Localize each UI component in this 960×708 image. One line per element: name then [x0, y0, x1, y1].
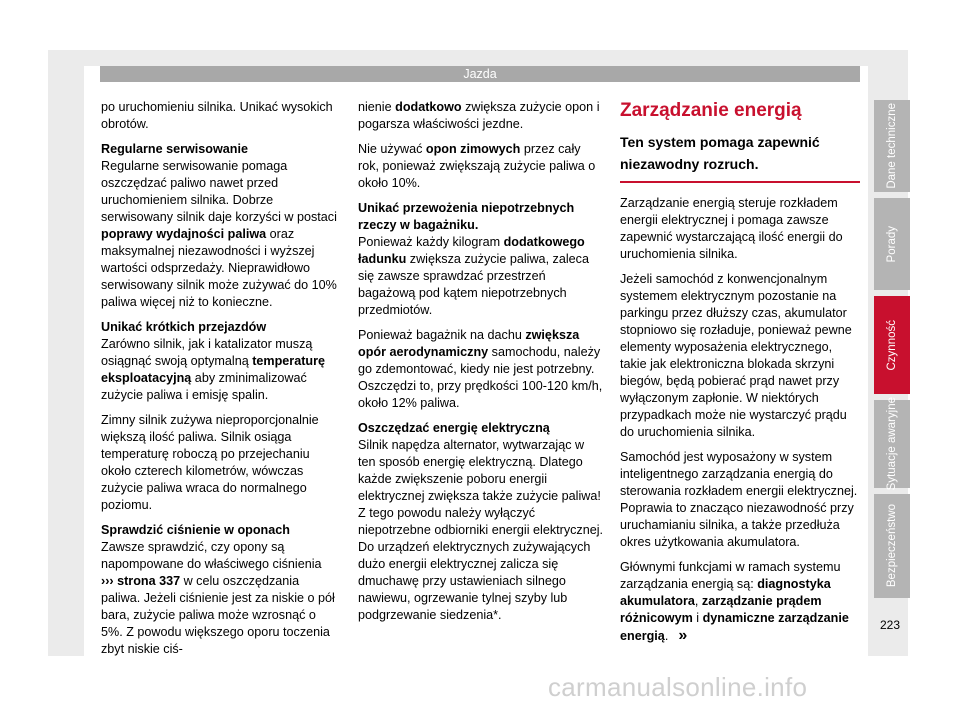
text: samochodu, należy go zdemontować, kiedy nie jest potrzebny. Oszczędzi to, przy prędkości 100-120 km/h, około 12% paliwa.	[358, 345, 603, 410]
text: .	[664, 629, 669, 643]
text: zwiększa zużycie paliwa, zaleca się zawsze sprawdzać przestrzeń bagażową pod kątem niepotrzebnych przedmiotów.	[358, 252, 589, 317]
watermark: carmanualsonline.info	[548, 672, 808, 702]
paragraph	[358, 234, 604, 319]
page-reference-link[interactable]: strona 337	[113, 574, 181, 588]
paragraph: Jeżeli samochód z konwencjonalnym systemem elektrycznym pozostanie na parkingu przez dłuższy czas, akumulator stopniowo się rozładuje, ponieważ pewne elementy wyposażenia elektrycznego, takie jak elektroniczna blokada skrzyni biegów, będą pobierać prąd nawet przy wyłączonym zapłonie. W niektórych przypadkach może nie wystarczyć prądu do uruchomienia silnika.	[620, 272, 852, 439]
tab-emergencies[interactable]	[874, 397, 910, 491]
column-2	[358, 99, 604, 632]
bold-text: dodatkowego ładunku	[358, 235, 585, 266]
paragraph	[620, 559, 860, 645]
text: Regularne serwisowanie pomaga oszczędzać paliwo nawet przed uruchomieniem silnika. Dobrze serwisowany silnik daje korzyści w postaci	[101, 159, 337, 224]
tab-label: Czynność	[886, 319, 898, 371]
heading-short-trips: Unikać krótkich przejazdów	[101, 320, 267, 334]
chapter-header: Jazda	[100, 66, 860, 82]
paragraph: Zarządzanie energią steruje rozkładem energii elektrycznej i pomaga zawsze zapewnić wystarczającą ilość energii do uruchomienia silnika.	[620, 196, 843, 261]
text: oraz maksymalnej niezawodności i wyższej wartości odsprzedaży. Nieprawidłowo serwisowany silnik może zużywać do 10% paliwa więcej niż to konieczne.	[101, 227, 337, 309]
cross-reference-arrow-icon: ›››	[101, 574, 114, 588]
text: w celu oszczędzania paliwa. Jeżeli ciśnienie jest za niskie o pół bara, zużycie paliwa może wzrosnąć o 5%. Z powodu większego oporu toczenia zbyt niskie ciś-	[101, 574, 335, 656]
text: Głównymi funkcjami w ramach systemu zarządzania energią są:	[620, 560, 841, 591]
text: ,	[694, 594, 702, 608]
heading-tire-pressure: Sprawdzić ciśnienie w oponach	[101, 523, 290, 537]
tab-safety[interactable]	[874, 494, 910, 598]
paragraph: Samochód jest wyposażony w system inteligentnego zarządzania energią do sterowania rozkładem energii elektrycznej. Poprawia to znacząco niezawodność przy uruchamianiu silnika, a także przedłuża okres użytkowania akumulatora.	[620, 450, 858, 549]
text: Ponieważ bagażnik na dachu	[358, 328, 526, 342]
tab-technical-data[interactable]	[874, 100, 910, 192]
bold-text: zarządzanie prądem różnicowym	[620, 594, 822, 625]
text: aby zminimalizować zużycie paliwa i emisję spalin.	[101, 371, 307, 402]
text: nienie	[358, 100, 396, 114]
page-number: 223	[879, 618, 900, 632]
paragraph	[101, 539, 337, 658]
text: Zawsze sprawdzić, czy opony są napompowane do właściwego ciśnienia	[101, 540, 322, 571]
paragraph: Zimny silnik zużywa nieproporcjonalnie większą ilość paliwa. Silnik osiąga temperaturę roboczą po przejechaniu około czterech kilometrów, wówczas zużycie paliwa wraca do normalnego poziomu.	[101, 413, 319, 512]
bold-text: poprawy wydajności paliwa	[101, 227, 267, 241]
heading-luggage: Unikać przewożenia niepotrzebnych rzeczy w bagażniku.	[358, 201, 575, 232]
paragraph	[358, 141, 604, 192]
heading-regular-service: Regularne serwisowanie	[101, 142, 248, 156]
paragraph	[358, 99, 604, 133]
tab-tips[interactable]	[874, 198, 910, 290]
text: Ponieważ każdy kilogram	[358, 235, 504, 249]
heading-save-electricity: Oszczędzać energię elektryczną	[358, 421, 550, 435]
text: Zarówno silnik, jak i katalizator muszą osiągnąć swoją optymalną	[101, 337, 313, 368]
tab-label: Bezpieczeństwo	[886, 504, 898, 588]
paragraph	[101, 158, 337, 311]
bold-text: dynamiczne zarządzanie energią	[620, 611, 849, 643]
tab-label: Sytuacje awaryjne	[886, 397, 898, 491]
paragraph: po uruchomieniu silnika. Unikać wysokich obrotów.	[101, 100, 333, 131]
bold-text: zwiększa opór aerodynamiczny	[358, 328, 580, 359]
bold-text: dodatkowo	[395, 100, 462, 114]
text: i	[692, 611, 703, 625]
tab-operation[interactable]	[874, 296, 910, 394]
tab-label: Dane techniczne	[886, 103, 898, 189]
text: przez cały rok, ponieważ zwiększają zużycie paliwa o około 10%.	[358, 142, 596, 190]
column-3	[620, 99, 860, 653]
bold-text: temperaturę eksploatacyjną	[101, 354, 326, 385]
column-1	[101, 99, 337, 666]
text: zwiększa zużycie opon i pogarsza właściwości jezdne.	[358, 100, 600, 131]
continue-arrow-icon: »	[678, 627, 688, 644]
paragraph	[358, 327, 604, 412]
section-title: Zarządzanie energią	[620, 100, 802, 121]
paragraph	[101, 336, 337, 404]
bold-text: opon zimowych	[425, 142, 521, 156]
tab-label: Porady	[886, 225, 898, 263]
paragraph: Silnik napędza alternator, wytwarzając w ten sposób energię elektryczną. Dlatego każde zwiększenie poboru energii elektrycznej zwiększa także zużycie paliwa! Z tego powodu należy wyłączyć niepotrzebne odbiorniki energii elektrycznej. Do urządzeń elektrycznych zużywających dużo energii elektrycznej zalicza się dmuchawę przy ustawieniach silnego nawiewu, ogrzewanie tylnej szyby lub podgrzewanie siedzenia*.	[358, 438, 604, 622]
section-lead: Ten system pomaga zapewnić niezawodny rozruch.	[620, 131, 860, 183]
bold-text: diagnostyka akumulatora	[620, 577, 831, 608]
text: Nie używać	[358, 142, 426, 156]
